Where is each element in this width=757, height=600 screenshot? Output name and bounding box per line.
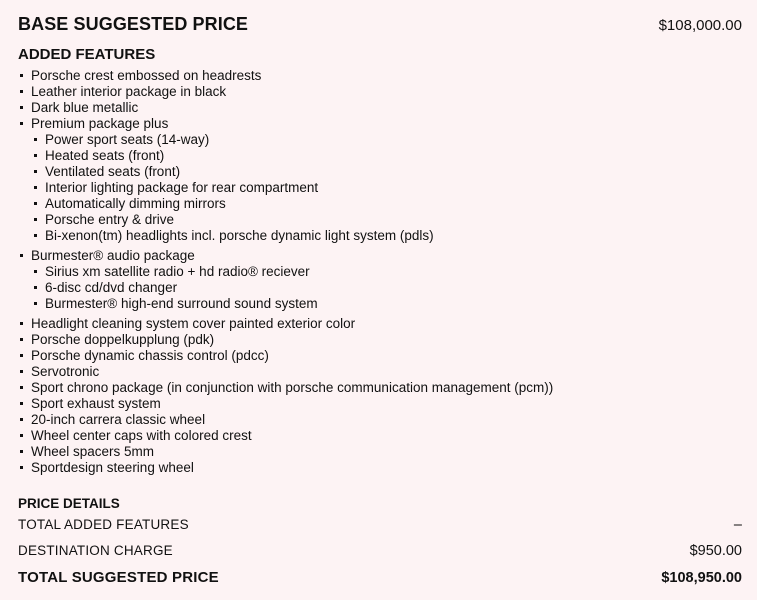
feature-item: Sport chrono package (in conjunction with porsche communication management (pcm)) [18,380,742,396]
feature-item: Servotronic [18,364,742,380]
feature-item: Leather interior package in black [18,84,742,100]
feature-sub-item: Porsche entry & drive [18,212,742,228]
total-suggested-price-label: TOTAL SUGGESTED PRICE [18,569,219,586]
feature-item: Wheel center caps with colored crest [18,428,742,444]
destination-charge-value: $950.00 [689,543,742,559]
total-added-features-row [18,517,742,543]
feature-sub-list [18,132,742,244]
feature-item: Headlight cleaning system cover painted exterior color [18,316,742,332]
price-details-heading: PRICE DETAILS [18,496,120,511]
base-price-title: BASE SUGGESTED PRICE [18,14,249,34]
destination-charge-label: DESTINATION CHARGE [18,543,173,558]
total-added-features-value: – [733,517,742,533]
feature-item: Wheel spacers 5mm [18,444,742,460]
feature-sub-item: Interior lighting package for rear compartment [18,180,742,196]
feature-item: Sportdesign steering wheel [18,460,742,476]
feature-item: Premium package plus [18,116,742,132]
total-added-features-label: TOTAL ADDED FEATURES [18,517,189,532]
feature-sub-item: Bi-xenon(tm) headlights incl. porsche dynamic light system (pdls) [18,228,742,244]
feature-sub-item: Sirius xm satellite radio + hd radio® reciever [18,264,742,280]
feature-item: Burmester® audio package [18,248,742,264]
feature-sub-item: Heated seats (front) [18,148,742,164]
feature-item: Porsche crest embossed on headrests [18,68,742,84]
feature-sub-item: Ventilated seats (front) [18,164,742,180]
feature-item: Dark blue metallic [18,100,742,116]
feature-item: Porsche dynamic chassis control (pdcc) [18,348,742,364]
feature-sub-item: Burmester® high-end surround sound system [18,296,742,312]
added-features-heading: ADDED FEATURES [18,46,156,63]
destination-charge-row [18,543,742,569]
base-price-row [18,14,742,35]
added-features-list-container [18,68,742,476]
total-suggested-price-value: $108,950.00 [661,570,742,586]
feature-sub-item: Power sport seats (14-way) [18,132,742,148]
feature-sub-list [18,264,742,312]
feature-item: 20-inch carrera classic wheel [18,412,742,428]
base-price-value: $108,000.00 [658,17,742,34]
feature-sub-item: Automatically dimming mirrors [18,196,742,212]
feature-item: Sport exhaust system [18,396,742,412]
total-suggested-price-row [18,569,742,595]
feature-sub-item: 6-disc cd/dvd changer [18,280,742,296]
feature-item: Porsche doppelkupplung (pdk) [18,332,742,348]
price-details-section [18,496,742,595]
added-features-list [18,68,742,476]
